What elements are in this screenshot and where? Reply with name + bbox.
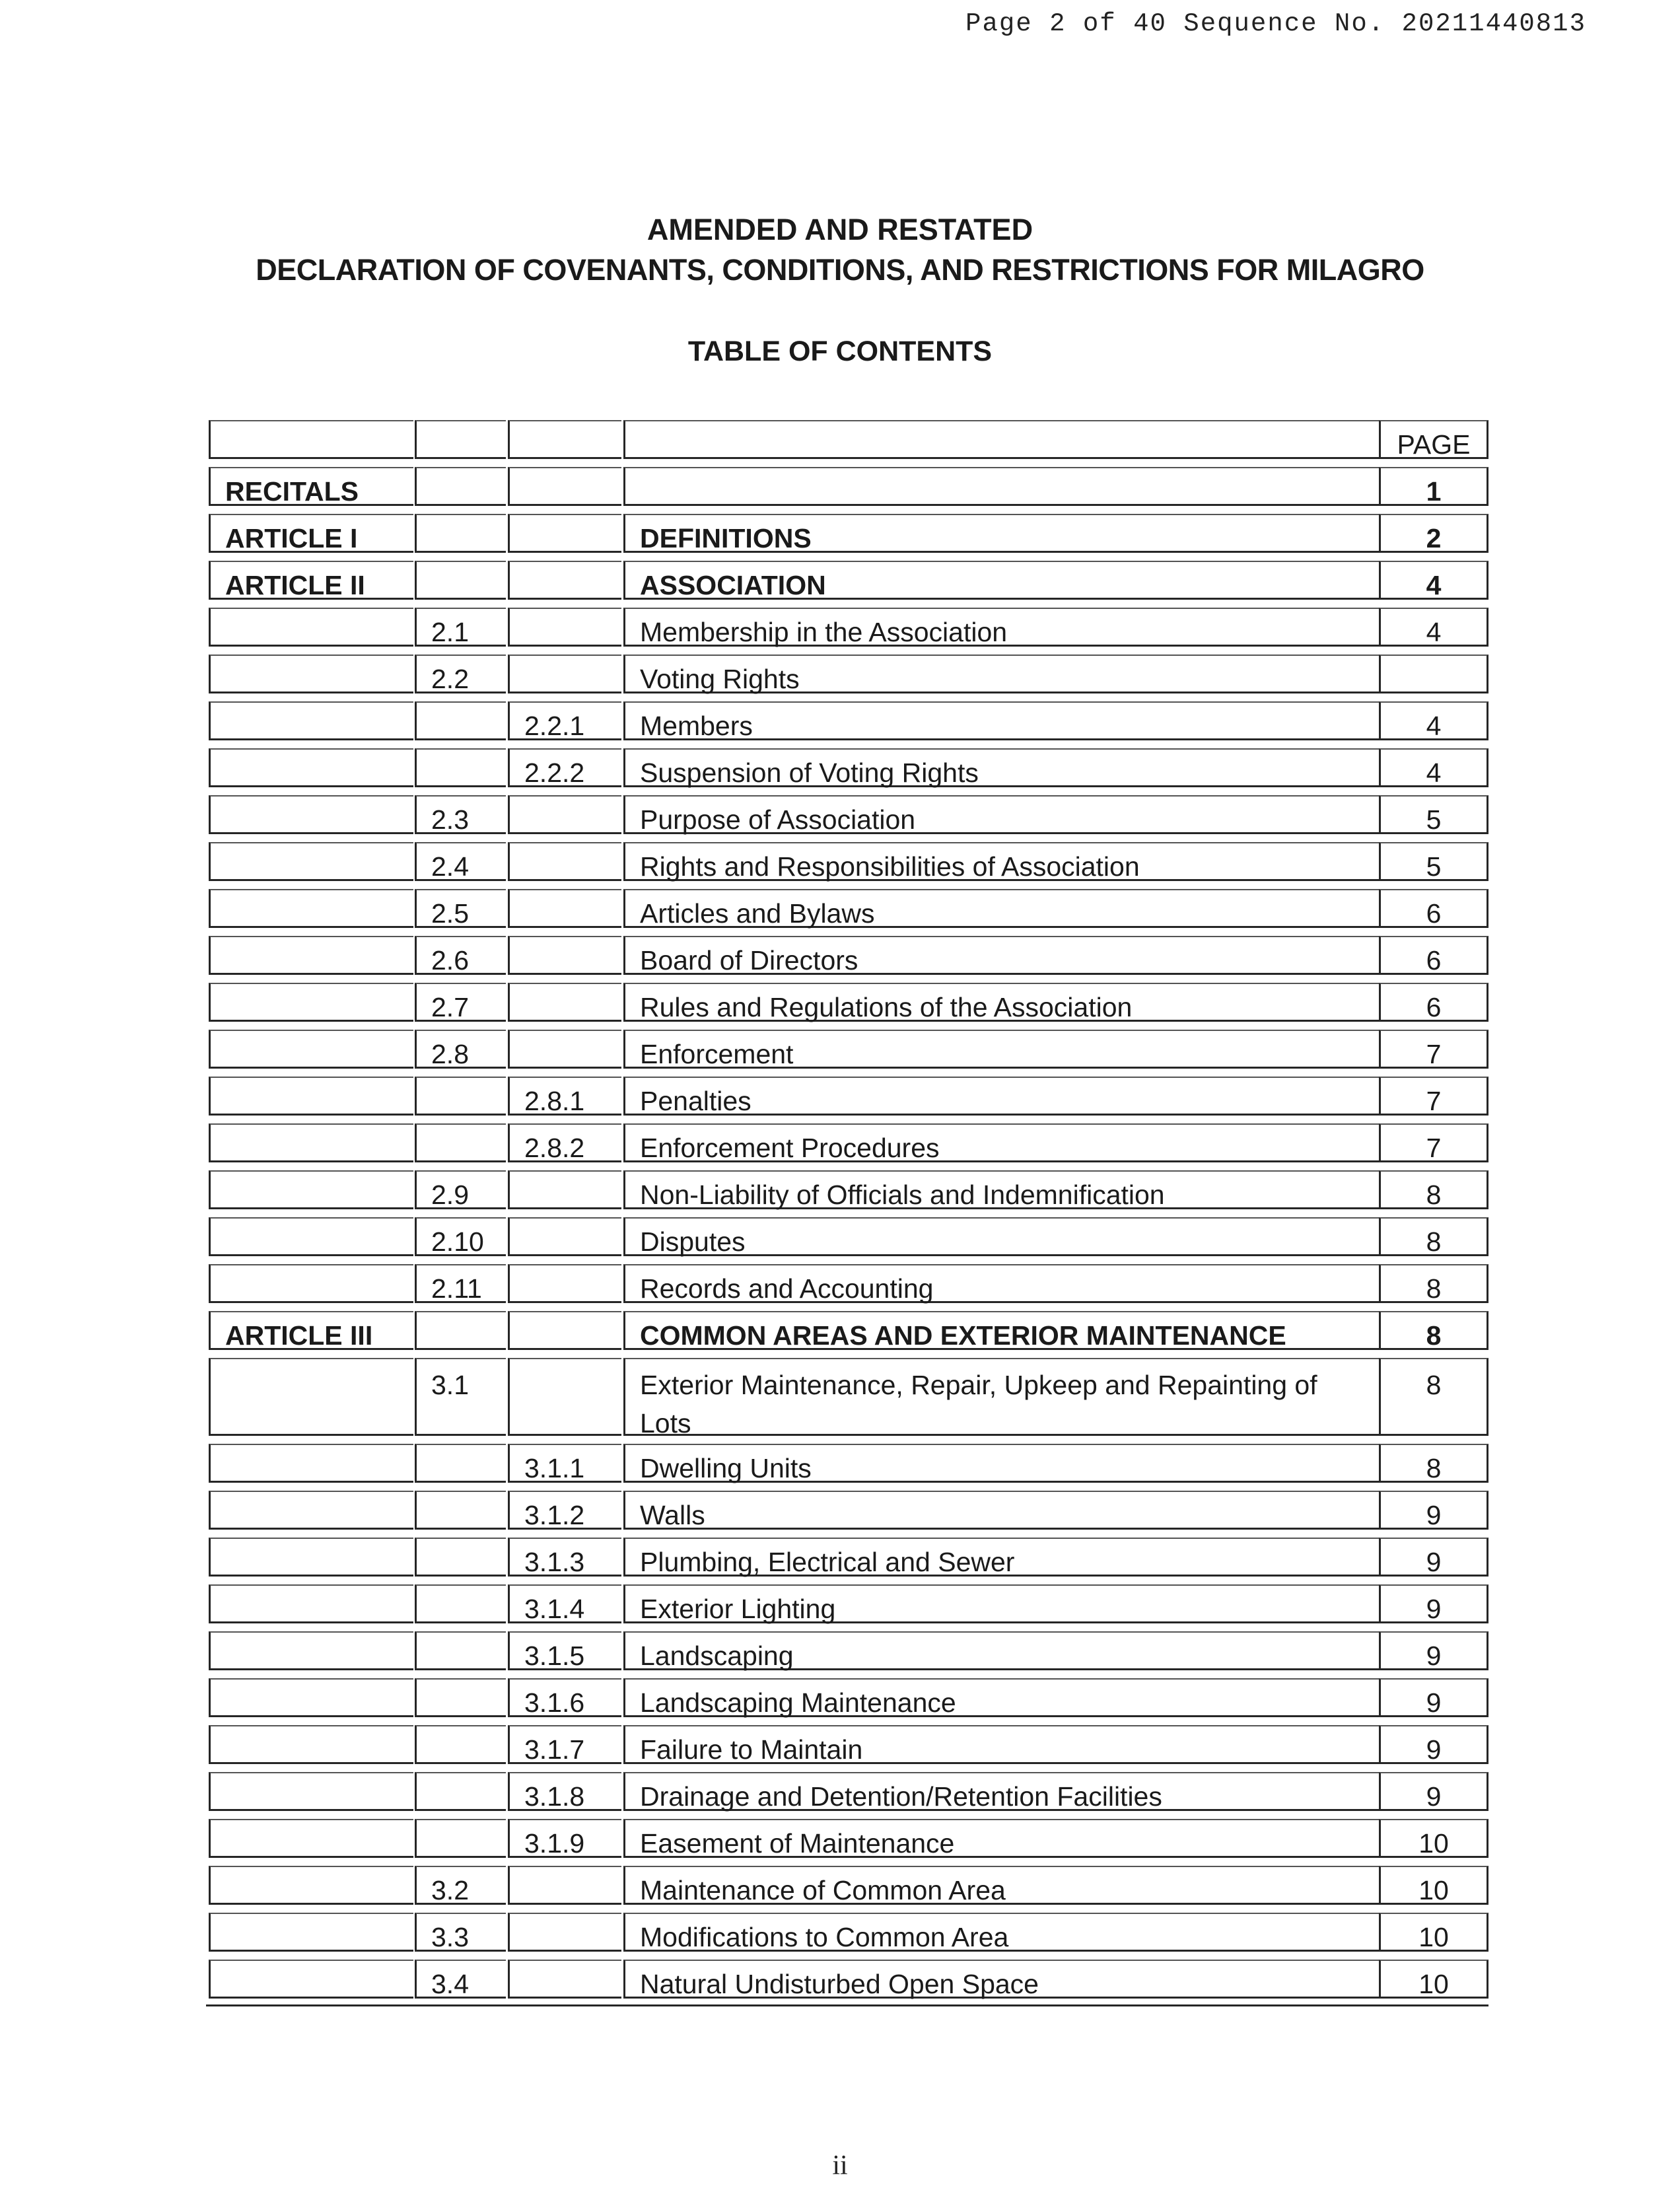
toc-title-cell: Records and Accounting (623, 1264, 1388, 1303)
toc-row (209, 1166, 1490, 1213)
toc-title-cell: Walls (623, 1491, 1388, 1530)
toc-header-article (209, 420, 413, 459)
toc-title-cell: Enforcement (623, 1030, 1388, 1069)
toc-page-cell: 9 (1379, 1678, 1488, 1717)
toc-row (209, 1956, 1490, 2003)
toc-section-cell: 3.3 (415, 1913, 506, 1952)
toc-section-cell (415, 1311, 506, 1350)
toc-page-cell: 9 (1379, 1772, 1488, 1811)
toc-page-cell: 8 (1379, 1311, 1488, 1350)
toc-title-cell: Dwelling Units (623, 1444, 1388, 1483)
toc-section-cell: 2.9 (415, 1170, 506, 1209)
toc-title-cell: DEFINITIONS (623, 514, 1388, 553)
toc-section-cell: 2.3 (415, 795, 506, 834)
toc-row (209, 1862, 1490, 1909)
toc-section-cell (415, 561, 506, 600)
toc-subsection-cell: 3.1.8 (508, 1772, 621, 1811)
toc-section-cell (415, 1123, 506, 1162)
toc-subsection-cell: 3.1.5 (508, 1631, 621, 1670)
toc-row (209, 1674, 1490, 1721)
toc-section-cell: 3.1 (415, 1358, 506, 1436)
toc-section-cell: 2.5 (415, 889, 506, 928)
table-of-contents (209, 416, 1490, 2003)
toc-page-cell: 10 (1379, 1866, 1488, 1905)
toc-section-cell: 2.1 (415, 608, 506, 647)
toc-row (209, 1768, 1490, 1815)
toc-page-cell: 10 (1379, 1913, 1488, 1952)
toc-subsection-cell: 3.1.2 (508, 1491, 621, 1530)
toc-title-cell: Membership in the Association (623, 608, 1388, 647)
toc-subsection-cell (508, 467, 621, 506)
toc-row (209, 604, 1490, 651)
document-title-line-2: DECLARATION OF COVENANTS, CONDITIONS, AND RESTRICTIONS FOR MILAGRO (256, 253, 1424, 287)
toc-article-cell (209, 1678, 413, 1717)
toc-article-cell: RECITALS (209, 467, 413, 506)
toc-page-cell: 9 (1379, 1584, 1488, 1623)
toc-page-cell: 9 (1379, 1725, 1488, 1764)
page-folio: ii (832, 2150, 848, 2181)
toc-row (209, 510, 1490, 557)
toc-subsection-cell: 2.2.2 (508, 748, 621, 787)
toc-article-cell (209, 748, 413, 787)
toc-title-cell: Articles and Bylaws (623, 889, 1388, 928)
toc-page-cell: 8 (1379, 1264, 1488, 1303)
toc-title-cell: COMMON AREAS AND EXTERIOR MAINTENANCE (623, 1311, 1388, 1350)
toc-article-cell (209, 1538, 413, 1577)
toc-title-cell: Voting Rights (623, 655, 1388, 693)
toc-article-cell (209, 1030, 413, 1069)
toc-row (209, 557, 1490, 604)
toc-row (209, 1354, 1490, 1440)
toc-section-cell (415, 701, 506, 740)
toc-title-cell: ASSOCIATION (623, 561, 1388, 600)
toc-row (209, 463, 1490, 510)
toc-subsection-cell (508, 655, 621, 693)
toc-article-cell (209, 1444, 413, 1483)
toc-subsection-cell: 3.1.3 (508, 1538, 621, 1577)
toc-subsection-cell (508, 1913, 621, 1952)
toc-page-column-header: PAGE (1379, 420, 1488, 459)
toc-article-cell (209, 1772, 413, 1811)
toc-title-cell: Plumbing, Electrical and Sewer (623, 1538, 1388, 1577)
toc-page-cell: 8 (1379, 1358, 1488, 1436)
toc-heading: TABLE OF CONTENTS (687, 336, 993, 367)
toc-article-cell (209, 655, 413, 693)
toc-section-cell (415, 1631, 506, 1670)
toc-article-cell: ARTICLE II (209, 561, 413, 600)
toc-section-cell: 2.6 (415, 936, 506, 975)
toc-subsection-cell (508, 889, 621, 928)
toc-subsection-cell: 2.2.1 (508, 701, 621, 740)
toc-section-cell (415, 1538, 506, 1577)
toc-article-cell (209, 608, 413, 647)
toc-article-cell (209, 936, 413, 975)
toc-row (209, 1026, 1490, 1073)
toc-section-cell (415, 1819, 506, 1858)
toc-section-cell: 2.7 (415, 983, 506, 1022)
toc-subsection-cell (508, 1311, 621, 1350)
toc-row (209, 1487, 1490, 1534)
toc-page-cell: 9 (1379, 1631, 1488, 1670)
toc-subsection-cell: 3.1.6 (508, 1678, 621, 1717)
toc-header-row (209, 416, 1490, 463)
toc-header-section (415, 420, 506, 459)
toc-page-cell: 8 (1379, 1444, 1488, 1483)
toc-subsection-cell: 2.8.1 (508, 1077, 621, 1116)
toc-title-cell: Disputes (623, 1217, 1388, 1256)
toc-title-cell: Exterior Lighting (623, 1584, 1388, 1623)
toc-page-cell: 5 (1379, 795, 1488, 834)
toc-subsection-cell (508, 1264, 621, 1303)
toc-row (209, 1213, 1490, 1260)
toc-row (209, 697, 1490, 744)
toc-subsection-cell (508, 795, 621, 834)
toc-title-cell: Enforcement Procedures (623, 1123, 1388, 1162)
toc-article-cell (209, 1358, 413, 1436)
toc-article-cell (209, 701, 413, 740)
toc-subsection-cell (508, 1960, 621, 1999)
document-title-line-1: AMENDED AND RESTATED (647, 213, 1033, 246)
toc-row (209, 1307, 1490, 1354)
toc-row (209, 1627, 1490, 1674)
toc-page-cell: 7 (1379, 1077, 1488, 1116)
toc-section-cell: 2.10 (415, 1217, 506, 1256)
toc-page-cell: 4 (1379, 608, 1488, 647)
toc-title-cell: Rights and Responsibilities of Association (623, 842, 1388, 881)
toc-title-cell: Failure to Maintain (623, 1725, 1388, 1764)
toc-article-cell (209, 842, 413, 881)
toc-title-cell: Purpose of Association (623, 795, 1388, 834)
toc-subsection-cell (508, 1170, 621, 1209)
toc-section-cell (415, 1772, 506, 1811)
toc-title-cell: Board of Directors (623, 936, 1388, 975)
toc-subsection-cell (508, 1030, 621, 1069)
toc-article-cell (209, 1819, 413, 1858)
toc-subsection-cell (508, 842, 621, 881)
toc-title-cell: Exterior Maintenance, Repair, Upkeep and Repainting of Lots (623, 1358, 1388, 1436)
toc-row (209, 1073, 1490, 1119)
toc-section-cell (415, 748, 506, 787)
toc-title-cell: Non-Liability of Officials and Indemnification (623, 1170, 1388, 1209)
toc-subsection-cell (508, 514, 621, 553)
toc-section-cell (415, 1678, 506, 1717)
toc-page-cell (1379, 655, 1488, 693)
toc-section-cell: 3.4 (415, 1960, 506, 1999)
toc-section-cell (415, 1725, 506, 1764)
toc-row (209, 932, 1490, 979)
toc-article-cell (209, 1584, 413, 1623)
table-bottom-rule (206, 2004, 1488, 2006)
toc-article-cell (209, 1913, 413, 1952)
toc-page-cell: 2 (1379, 514, 1488, 553)
toc-subsection-cell: 3.1.4 (508, 1584, 621, 1623)
toc-subsection-cell: 3.1.1 (508, 1444, 621, 1483)
toc-row (209, 1909, 1490, 1956)
toc-page-cell: 7 (1379, 1030, 1488, 1069)
toc-section-cell: 2.8 (415, 1030, 506, 1069)
toc-page-cell: 10 (1379, 1819, 1488, 1858)
toc-page-cell: 4 (1379, 701, 1488, 740)
toc-row (209, 1580, 1490, 1627)
toc-row (209, 885, 1490, 932)
toc-row (209, 979, 1490, 1026)
toc-row (209, 651, 1490, 697)
toc-article-cell (209, 1077, 413, 1116)
toc-page-cell: 4 (1379, 561, 1488, 600)
toc-article-cell (209, 1170, 413, 1209)
toc-subsection-cell (508, 936, 621, 975)
toc-row (209, 1534, 1490, 1580)
toc-article-cell (209, 889, 413, 928)
toc-article-cell (209, 1631, 413, 1670)
toc-page-cell: 10 (1379, 1960, 1488, 1999)
toc-title-cell: Natural Undisturbed Open Space (623, 1960, 1388, 1999)
toc-subsection-cell (508, 983, 621, 1022)
toc-row (209, 1119, 1490, 1166)
toc-article-cell (209, 1960, 413, 1999)
toc-article-cell (209, 1264, 413, 1303)
toc-article-cell (209, 1491, 413, 1530)
toc-page-cell: 9 (1379, 1491, 1488, 1530)
toc-page-cell: 6 (1379, 936, 1488, 975)
toc-article-cell (209, 1217, 413, 1256)
toc-page-cell: 8 (1379, 1217, 1488, 1256)
toc-title-cell (623, 467, 1388, 506)
toc-section-cell: 3.2 (415, 1866, 506, 1905)
toc-subsection-cell: 3.1.9 (508, 1819, 621, 1858)
toc-row (209, 744, 1490, 791)
toc-title-cell: Rules and Regulations of the Association (623, 983, 1388, 1022)
toc-subsection-cell (508, 561, 621, 600)
toc-page-cell: 8 (1379, 1170, 1488, 1209)
toc-page-cell: 5 (1379, 842, 1488, 881)
toc-title-cell: Drainage and Detention/Retention Facilities (623, 1772, 1388, 1811)
toc-subsection-cell (508, 1358, 621, 1436)
toc-page-cell: 9 (1379, 1538, 1488, 1577)
toc-title-cell: Maintenance of Common Area (623, 1866, 1388, 1905)
toc-row (209, 1815, 1490, 1862)
toc-header-subsection (508, 420, 621, 459)
toc-page-cell: 1 (1379, 467, 1488, 506)
toc-section-cell: 2.2 (415, 655, 506, 693)
toc-section-cell (415, 1444, 506, 1483)
toc-title-cell: Easement of Maintenance (623, 1819, 1388, 1858)
toc-title-cell: Penalties (623, 1077, 1388, 1116)
toc-article-cell: ARTICLE I (209, 514, 413, 553)
toc-subsection-cell (508, 1217, 621, 1256)
toc-title-cell: Modifications to Common Area (623, 1913, 1388, 1952)
toc-title-cell: Landscaping (623, 1631, 1388, 1670)
toc-section-cell: 2.4 (415, 842, 506, 881)
page-sequence-stamp: Page 2 of 40 Sequence No. 20211440813 (965, 9, 1586, 38)
toc-row (209, 838, 1490, 885)
toc-row (209, 1260, 1490, 1307)
toc-row (209, 791, 1490, 838)
toc-title-cell: Suspension of Voting Rights (623, 748, 1388, 787)
toc-section-cell (415, 1491, 506, 1530)
toc-article-cell: ARTICLE III (209, 1311, 413, 1350)
toc-page-cell: 6 (1379, 889, 1488, 928)
toc-section-cell (415, 1077, 506, 1116)
toc-article-cell (209, 1123, 413, 1162)
toc-section-cell (415, 514, 506, 553)
toc-section-cell: 2.11 (415, 1264, 506, 1303)
toc-section-cell (415, 467, 506, 506)
toc-row (209, 1721, 1490, 1768)
toc-page-cell: 6 (1379, 983, 1488, 1022)
toc-row (209, 1440, 1490, 1487)
toc-article-cell (209, 1866, 413, 1905)
toc-page-cell: 7 (1379, 1123, 1488, 1162)
toc-article-cell (209, 983, 413, 1022)
toc-subsection-cell: 2.8.2 (508, 1123, 621, 1162)
toc-article-cell (209, 1725, 413, 1764)
toc-subsection-cell (508, 1866, 621, 1905)
toc-article-cell (209, 795, 413, 834)
toc-section-cell (415, 1584, 506, 1623)
toc-title-cell: Members (623, 701, 1388, 740)
toc-subsection-cell: 3.1.7 (508, 1725, 621, 1764)
toc-title-cell: Landscaping Maintenance (623, 1678, 1388, 1717)
toc-subsection-cell (508, 608, 621, 647)
toc-page-cell: 4 (1379, 748, 1488, 787)
toc-header-title (623, 420, 1388, 459)
